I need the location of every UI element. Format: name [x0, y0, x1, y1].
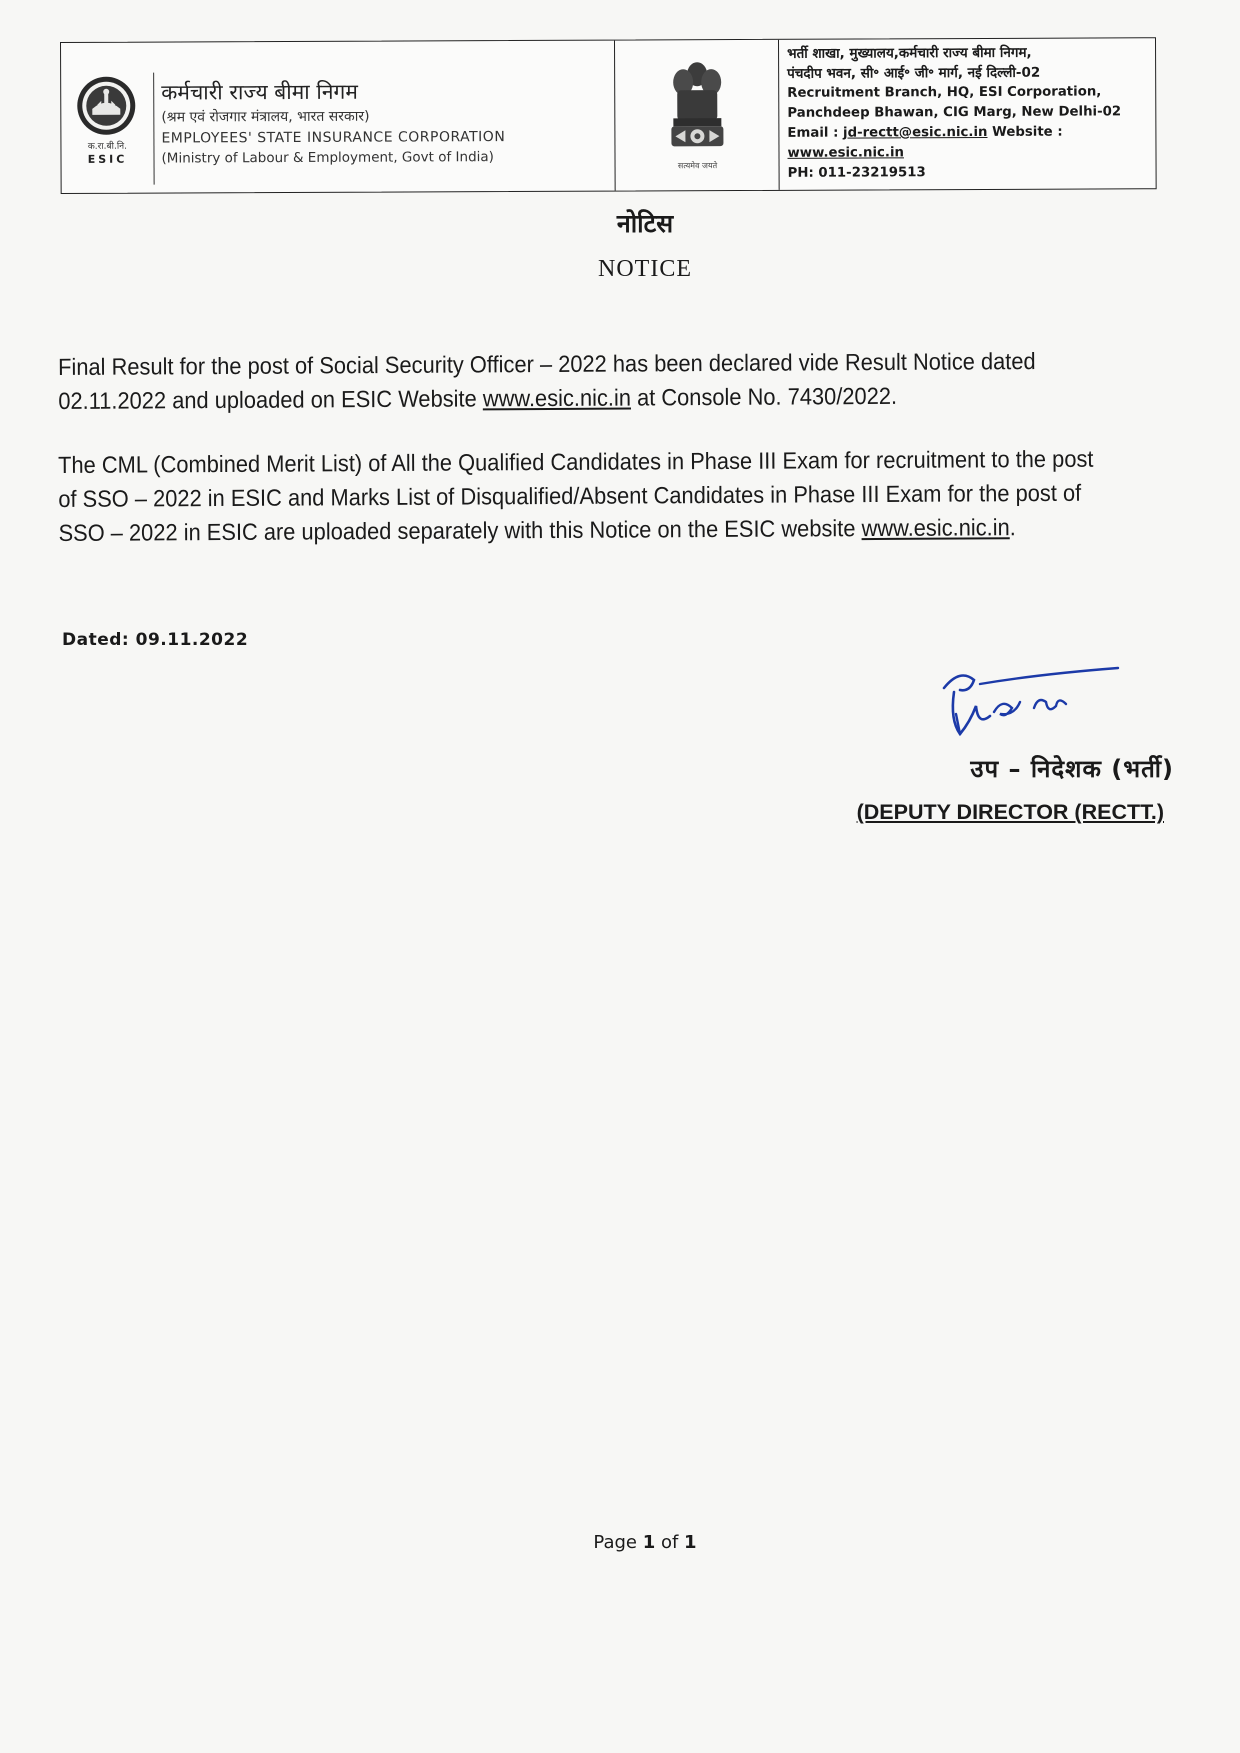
- para1-website-link[interactable]: www.esic.nic.in: [482, 384, 632, 412]
- phone-line: PH: 011-23219513: [787, 165, 926, 181]
- notice-paragraph-2: [58, 442, 1100, 550]
- para2-text-a: The CML (Combined Merit List) of All the Qualified Candidates in Phase III Exam for recruitment to the post of SSO – 2022 in ESIC and Marks List of Disqualified/Absent Candidates in Phase III Exam for the post of SSO – 2022 in ESIC are uploaded separately with this Notice on the ESIC website: [58, 445, 1094, 546]
- website-link[interactable]: www.esic.nic.in: [787, 145, 904, 161]
- page-current: 1: [642, 1532, 656, 1553]
- handwritten-signature: [930, 662, 1130, 746]
- website-label: Website :: [987, 124, 1063, 140]
- org-name-hindi: कर्मचारी राज्य बीमा निगम: [161, 79, 358, 105]
- letterhead-address: [787, 42, 1158, 184]
- para2-text-b: .: [1009, 514, 1016, 541]
- org-name-block: [161, 77, 611, 169]
- notice-title-hindi: नोटिस: [616, 209, 674, 238]
- para2-website-link[interactable]: www.esic.nic.in: [861, 514, 1010, 542]
- esic-abbr: ESIC: [87, 152, 128, 166]
- letterhead: [60, 37, 1157, 194]
- address-line-1: भर्ती शाखा, मुख्यालय,कर्मचारी राज्य बीमा निगम,: [787, 44, 1032, 62]
- address-line-3: Recruitment Branch, HQ, ESI Corporation,: [787, 84, 1102, 101]
- emblem-motto: सत्यमेव जयते: [677, 161, 718, 171]
- page-label: Page: [593, 1532, 643, 1553]
- notice-paragraph-1: [58, 344, 1100, 418]
- esic-logo-icon: [75, 75, 137, 137]
- para1-text-b: at Console No. 7430/2022.: [630, 382, 898, 411]
- ministry-english: (Ministry of Labour & Employment, Govt of India): [161, 149, 494, 167]
- letterhead-org-block: [61, 41, 616, 193]
- contact-line: [787, 122, 1157, 164]
- org-name-english: EMPLOYEES' STATE INSURANCE CORPORATION: [161, 129, 506, 147]
- email-label: Email :: [787, 125, 844, 141]
- address-line-4: Panchdeep Bhawan, CIG Marg, New Delhi-02: [787, 104, 1122, 121]
- page-number: [0, 1532, 1240, 1553]
- address-line-2: पंचदीप भवन, सी॰ आई॰ जी॰ मार्ग, नई दिल्ली-02: [787, 64, 1041, 82]
- para1-text-a: Final Result for the post of Social Security Officer – 2022 has been declared vide Result Notice dated 02.11.2022 and uploaded on ESIC Website: [58, 348, 1036, 414]
- notice-date: Dated: 09.11.2022: [62, 630, 249, 650]
- page-total: 1: [684, 1532, 697, 1553]
- esic-abbr-hindi: क.रा.बी.नि.: [87, 141, 128, 152]
- national-emblem-icon: [665, 56, 729, 156]
- letterhead-divider: [153, 73, 154, 185]
- signatory-title-english: (DEPUTY DIRECTOR (RECTT.): [856, 800, 1164, 824]
- ministry-hindi: (श्रम एवं रोजगार मंत्रालय, भारत सरकार): [161, 108, 370, 126]
- esic-logo-block: [69, 75, 145, 183]
- page-of: of: [655, 1532, 685, 1553]
- email-link[interactable]: jd-rectt@esic.nic.in: [842, 124, 988, 141]
- notice-title-english: NOTICE: [598, 256, 692, 282]
- letterhead-emblem-block: [615, 40, 780, 191]
- signatory-title-hindi: उप – निदेशक (भर्ती): [970, 755, 1174, 783]
